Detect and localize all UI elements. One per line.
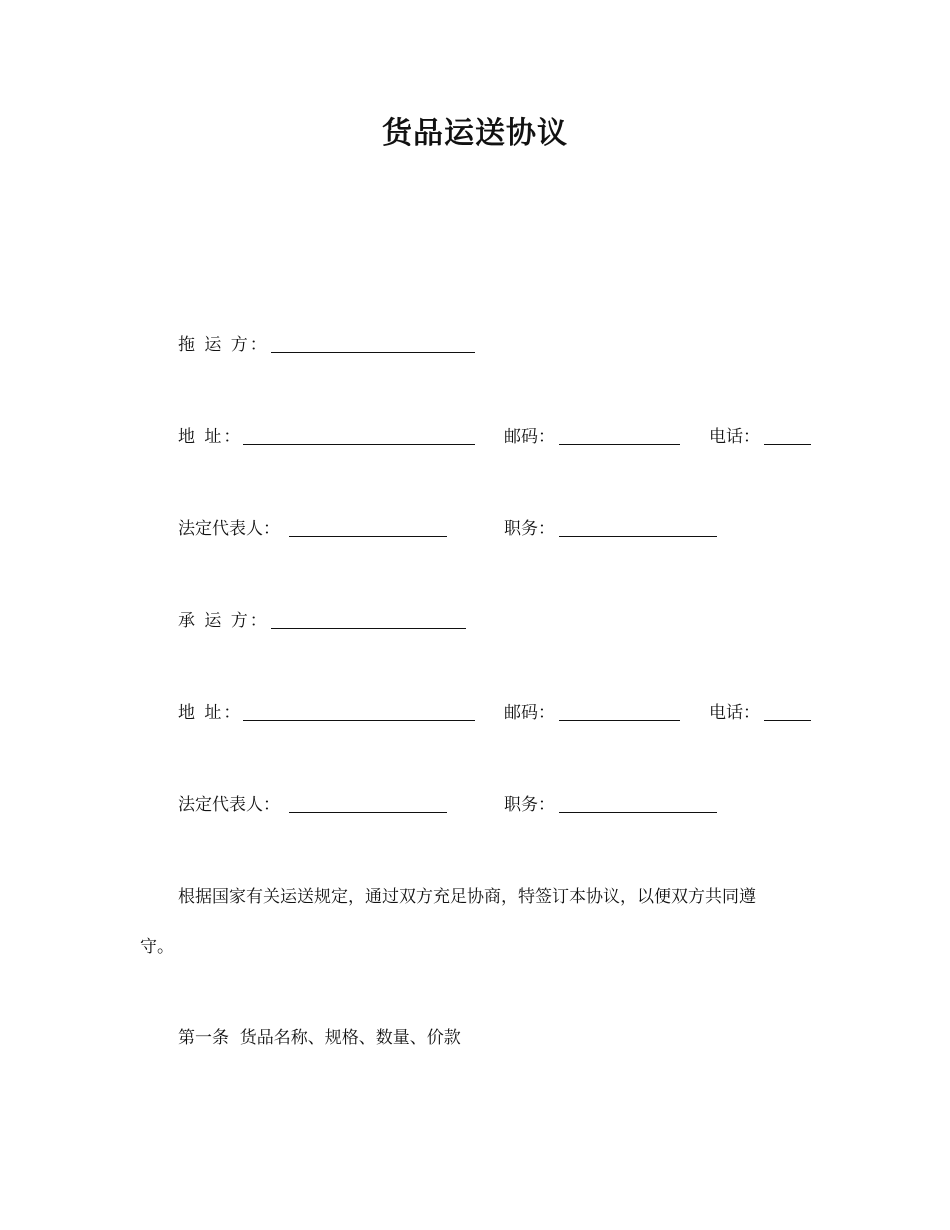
carrier-rep-line [178,792,738,818]
consignor-phone-label: 电话： [709,427,760,447]
carrier-legal-rep-label: 法定代表人： [178,795,280,815]
consignor-address-blank [243,444,475,445]
carrier-position-label: 职务： [504,795,555,815]
consignor-position-blank [559,536,717,537]
carrier-label: 承 运 方： [178,611,269,631]
preamble-line-1: 根据国家有关运送规定，通过双方充足协商，特签订本协议，以便双方共同遵 [178,887,756,907]
consignor-rep-line [178,516,738,542]
carrier-address-label: 地 址： [178,703,243,723]
consignor-legal-rep-blank [289,536,447,537]
carrier-position-blank [559,812,717,813]
consignor-postcode-blank [559,444,680,445]
article-1-heading: 第一条 货品名称、规格、数量、价款 [178,1028,461,1048]
consignor-postcode-label: 邮码： [504,427,555,447]
preamble-line-2: 守。 [140,937,174,957]
page-title: 货品运送协议 [382,116,568,151]
consignor-line [178,332,498,358]
consignor-name-blank [271,352,475,353]
consignor-legal-rep-label: 法定代表人： [178,519,280,539]
consignor-phone-blank [764,444,811,445]
carrier-address-blank [243,720,475,721]
consignor-address-line [178,424,818,450]
carrier-legal-rep-blank [289,812,447,813]
consignor-label: 拖 运 方： [178,335,269,355]
carrier-phone-blank [764,720,811,721]
consignor-position-label: 职务： [504,519,555,539]
carrier-name-blank [271,628,466,629]
carrier-address-line [178,700,818,726]
carrier-postcode-label: 邮码： [504,703,555,723]
carrier-phone-label: 电话： [709,703,760,723]
consignor-address-label: 地 址： [178,427,243,447]
carrier-postcode-blank [559,720,680,721]
carrier-line [178,608,498,634]
